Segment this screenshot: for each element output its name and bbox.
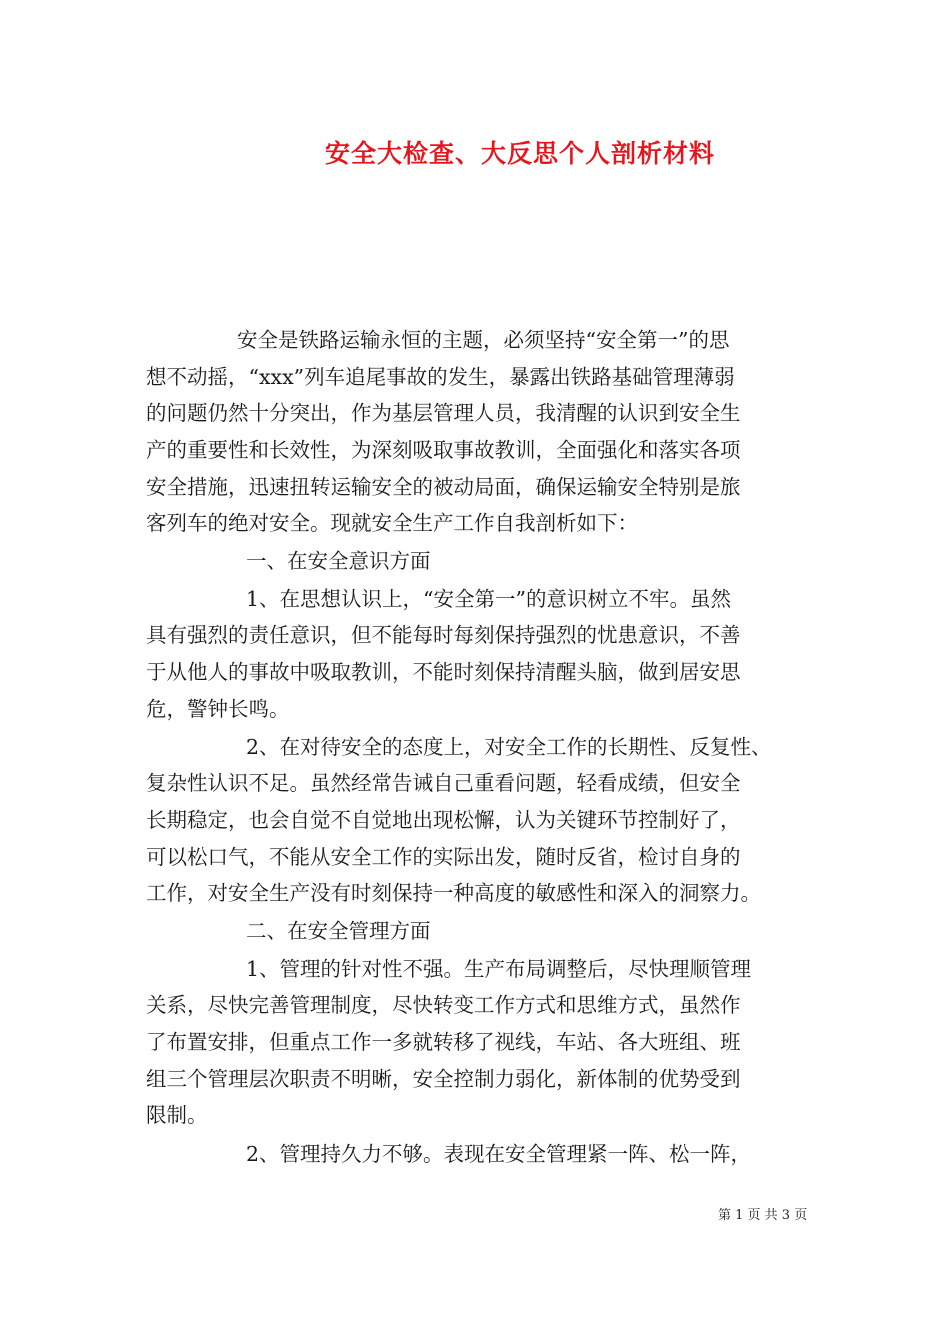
text-line: 组三个管理层次职责不明晰，安全控制力弱化，新体制的优势受到 [146,1067,741,1091]
section-heading: 一、在安全意识方面 [246,549,431,573]
text-line: 危，警钟长鸣。 [146,697,290,721]
text-line: 1、在思想认识上，“安全第一”的意识树立不牢。虽然 [246,587,732,611]
text-line: 产的重要性和长效性，为深刻吸取事故教训，全面强化和落实各项 [146,438,741,462]
text-line: 客列车的绝对安全。现就安全生产工作自我剖析如下： [146,511,638,535]
text-line: 了布置安排，但重点工作一多就转移了视线，车站、各大班组、班 [146,1030,741,1054]
text-line: 可以松口气，不能从安全工作的实际出发，随时反省，检讨自身的 [146,845,741,869]
section-heading: 二、在安全管理方面 [246,919,431,943]
text-line: 2、管理持久力不够。表现在安全管理紧一阵、松一阵， [246,1142,752,1166]
page-number-footer: 第 1 页 共 3 页 [718,1208,808,1223]
text-line: 想不动摇，“xxx”列车追尾事故的发生，暴露出铁路基础管理薄弱 [146,365,735,389]
text-line: 关系，尽快完善管理制度，尽快转变工作方式和思维方式，虽然作 [146,993,741,1017]
text-line: 的问题仍然十分突出，作为基层管理人员，我清醒的认识到安全生 [146,401,741,425]
text-line: 于从他人的事故中吸取教训，不能时刻保持清醒头脑，做到居安思 [146,660,741,684]
text-line: 安全措施，迅速扭转运输安全的被动局面，确保运输安全特别是旅 [146,475,741,499]
text-line: 长期稳定，也会自觉不自觉地出现松懈，认为关键环节控制好了， [146,808,741,832]
text-line: 具有强烈的责任意识，但不能每时每刻保持强烈的忧患意识，不善 [146,623,741,647]
text-line: 复杂性认识不足。虽然经常告诫自己重看问题，轻看成绩，但安全 [146,771,741,795]
text-line: 安全是铁路运输永恒的主题，必须坚持“安全第一”的思 [237,328,730,352]
text-line: 2、在对待安全的态度上，对安全工作的长期性、反复性、 [246,735,772,759]
text-line: 限制。 [146,1103,208,1127]
text-line: 工作，对安全生产没有时刻保持一种高度的敏感性和深入的洞察力。 [146,881,761,905]
document-title: 安全大检查、大反思个人剖析材料 [324,139,715,168]
text-line: 1、管理的针对性不强。生产布局调整后，尽快理顺管理 [246,957,752,981]
